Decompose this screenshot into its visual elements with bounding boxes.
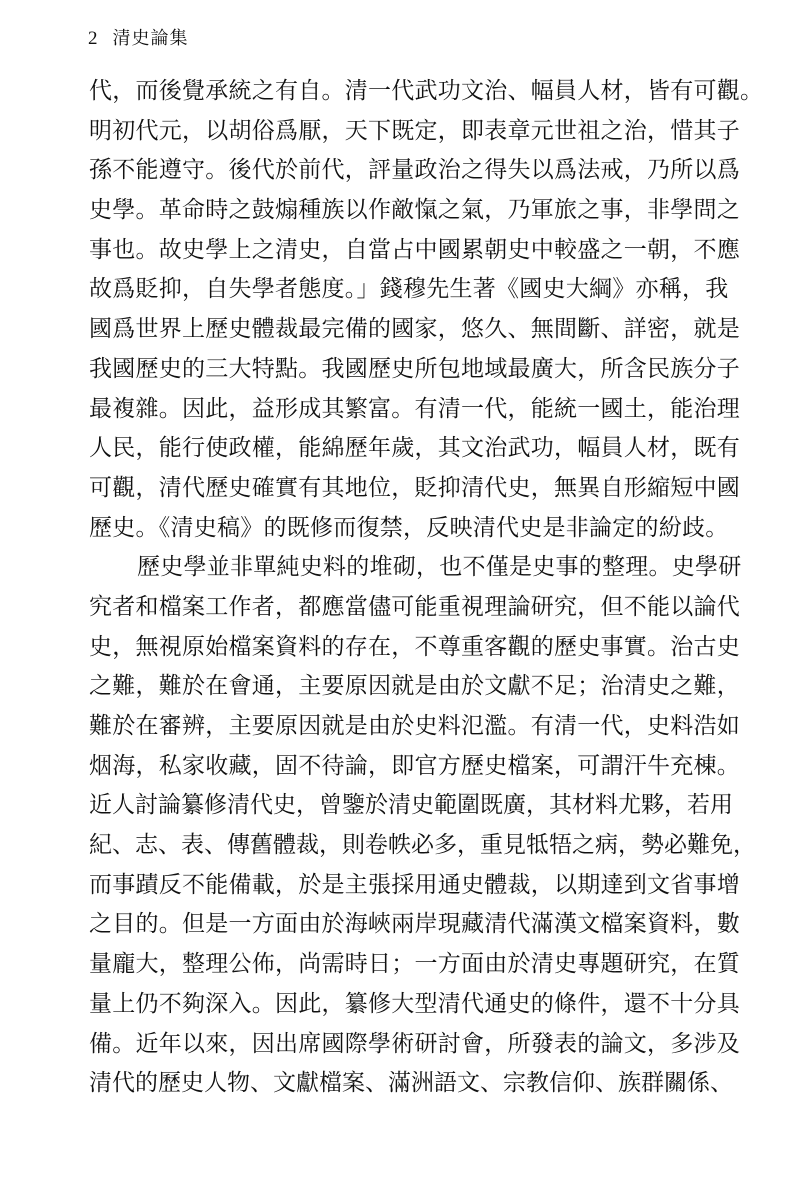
- text-line-1: 代，而後覺承統之有自。清一代武功文治、幅員人材，皆有可觀。: [89, 78, 764, 104]
- text-line-21: 而事蹟反不能備載，於是主張採用通史體裁，以期達到文省事增: [89, 871, 740, 898]
- text-line-6: 故爲貶抑，自失學者態度。」錢穆先生著《國史大綱》亦稱，我: [89, 276, 729, 303]
- text-line-18: 烟海，私家收藏，固不待論，即官方歷史檔案，可謂汗牛充棟。: [89, 752, 740, 779]
- text-line-12: 歷史。《清史稿》的既修而復禁，反映清代史是非論定的紛歧。: [89, 514, 729, 541]
- text-line-26: 清代的歷史人物、文獻檔案、滿洲語文、宗教信仰、族群關係、: [89, 1070, 733, 1097]
- text-line-20: 紀、志、表、傳舊體裁，則卷帙必多，重見牴牾之病，勢必難免，: [89, 832, 756, 859]
- text-line-9: 最複雜。因此，益形成其繁富。有清一代，能統一國土，能治理: [89, 395, 740, 422]
- text-line-16: 之難，難於在會通，主要原因就是由於文獻不足；治清史之難，: [89, 673, 740, 700]
- text-line-23: 量龐大，整理公佈，尚需時日；一方面由於清史專題研究，在質: [89, 951, 740, 978]
- text-line-10: 人民，能行使政權，能綿歷年歲，其文治武功，幅員人材，既有: [89, 435, 740, 462]
- text-line-14: 究者和檔案工作者，都應當儘可能重視理論研究，但不能以論代: [89, 593, 740, 620]
- page-number: 2: [88, 28, 99, 49]
- body-text: [89, 72, 764, 1104]
- text-line-25: 備。近年以來，因出席國際學術研討會，所發表的論文，多涉及: [89, 1030, 740, 1057]
- text-line-11: 可觀，清代歷史確實有其地位，貶抑清代史，無異自形縮短中國: [89, 474, 740, 501]
- running-head: [88, 22, 189, 56]
- text-line-8: 我國歷史的三大特點。我國歷史所包地域最廣大，所含民族分子: [89, 355, 740, 382]
- text-line-19: 近人討論纂修清代史，曾鑒於清史範圍既廣，其材料尤夥，若用: [89, 792, 733, 819]
- text-line-22: 之目的。但是一方面由於海峽兩岸現藏清代滿漢文檔案資料，數: [89, 911, 740, 938]
- text-line-2: 明初代元，以胡俗爲厭，天下既定，即表章元世祖之治，惜其子: [89, 117, 740, 144]
- text-line-17: 難於在審辨，主要原因就是由於史料氾濫。有清一代，史料浩如: [89, 713, 740, 739]
- paragraph-start-line: 歷史學並非單純史料的堆砌，也不僅是史事的整理。史學研: [137, 554, 742, 581]
- book-title: 清史論集: [112, 28, 189, 49]
- text-line-15: 史，無視原始檔案資料的存在，不尊重客觀的歷史事實。治古史: [89, 633, 740, 660]
- text-line-3: 孫不能遵守。後代於前代，評量政治之得失以爲法戒，乃所以爲: [89, 157, 740, 184]
- text-line-24: 量上仍不夠深入。因此，纂修大型清代通史的條件，還不十分具: [89, 990, 740, 1017]
- text-line-5: 事也。故史學上之清史，自當占中國累朝史中較盛之一朝，不應: [89, 236, 740, 263]
- text-line-4: 史學。革命時之鼓煽種族以作敵愾之氣，乃軍旅之事，非學問之: [89, 197, 740, 224]
- text-line-7: 國爲世界上歷史體裁最完備的國家，悠久、無間斷、詳密，就是: [89, 316, 740, 343]
